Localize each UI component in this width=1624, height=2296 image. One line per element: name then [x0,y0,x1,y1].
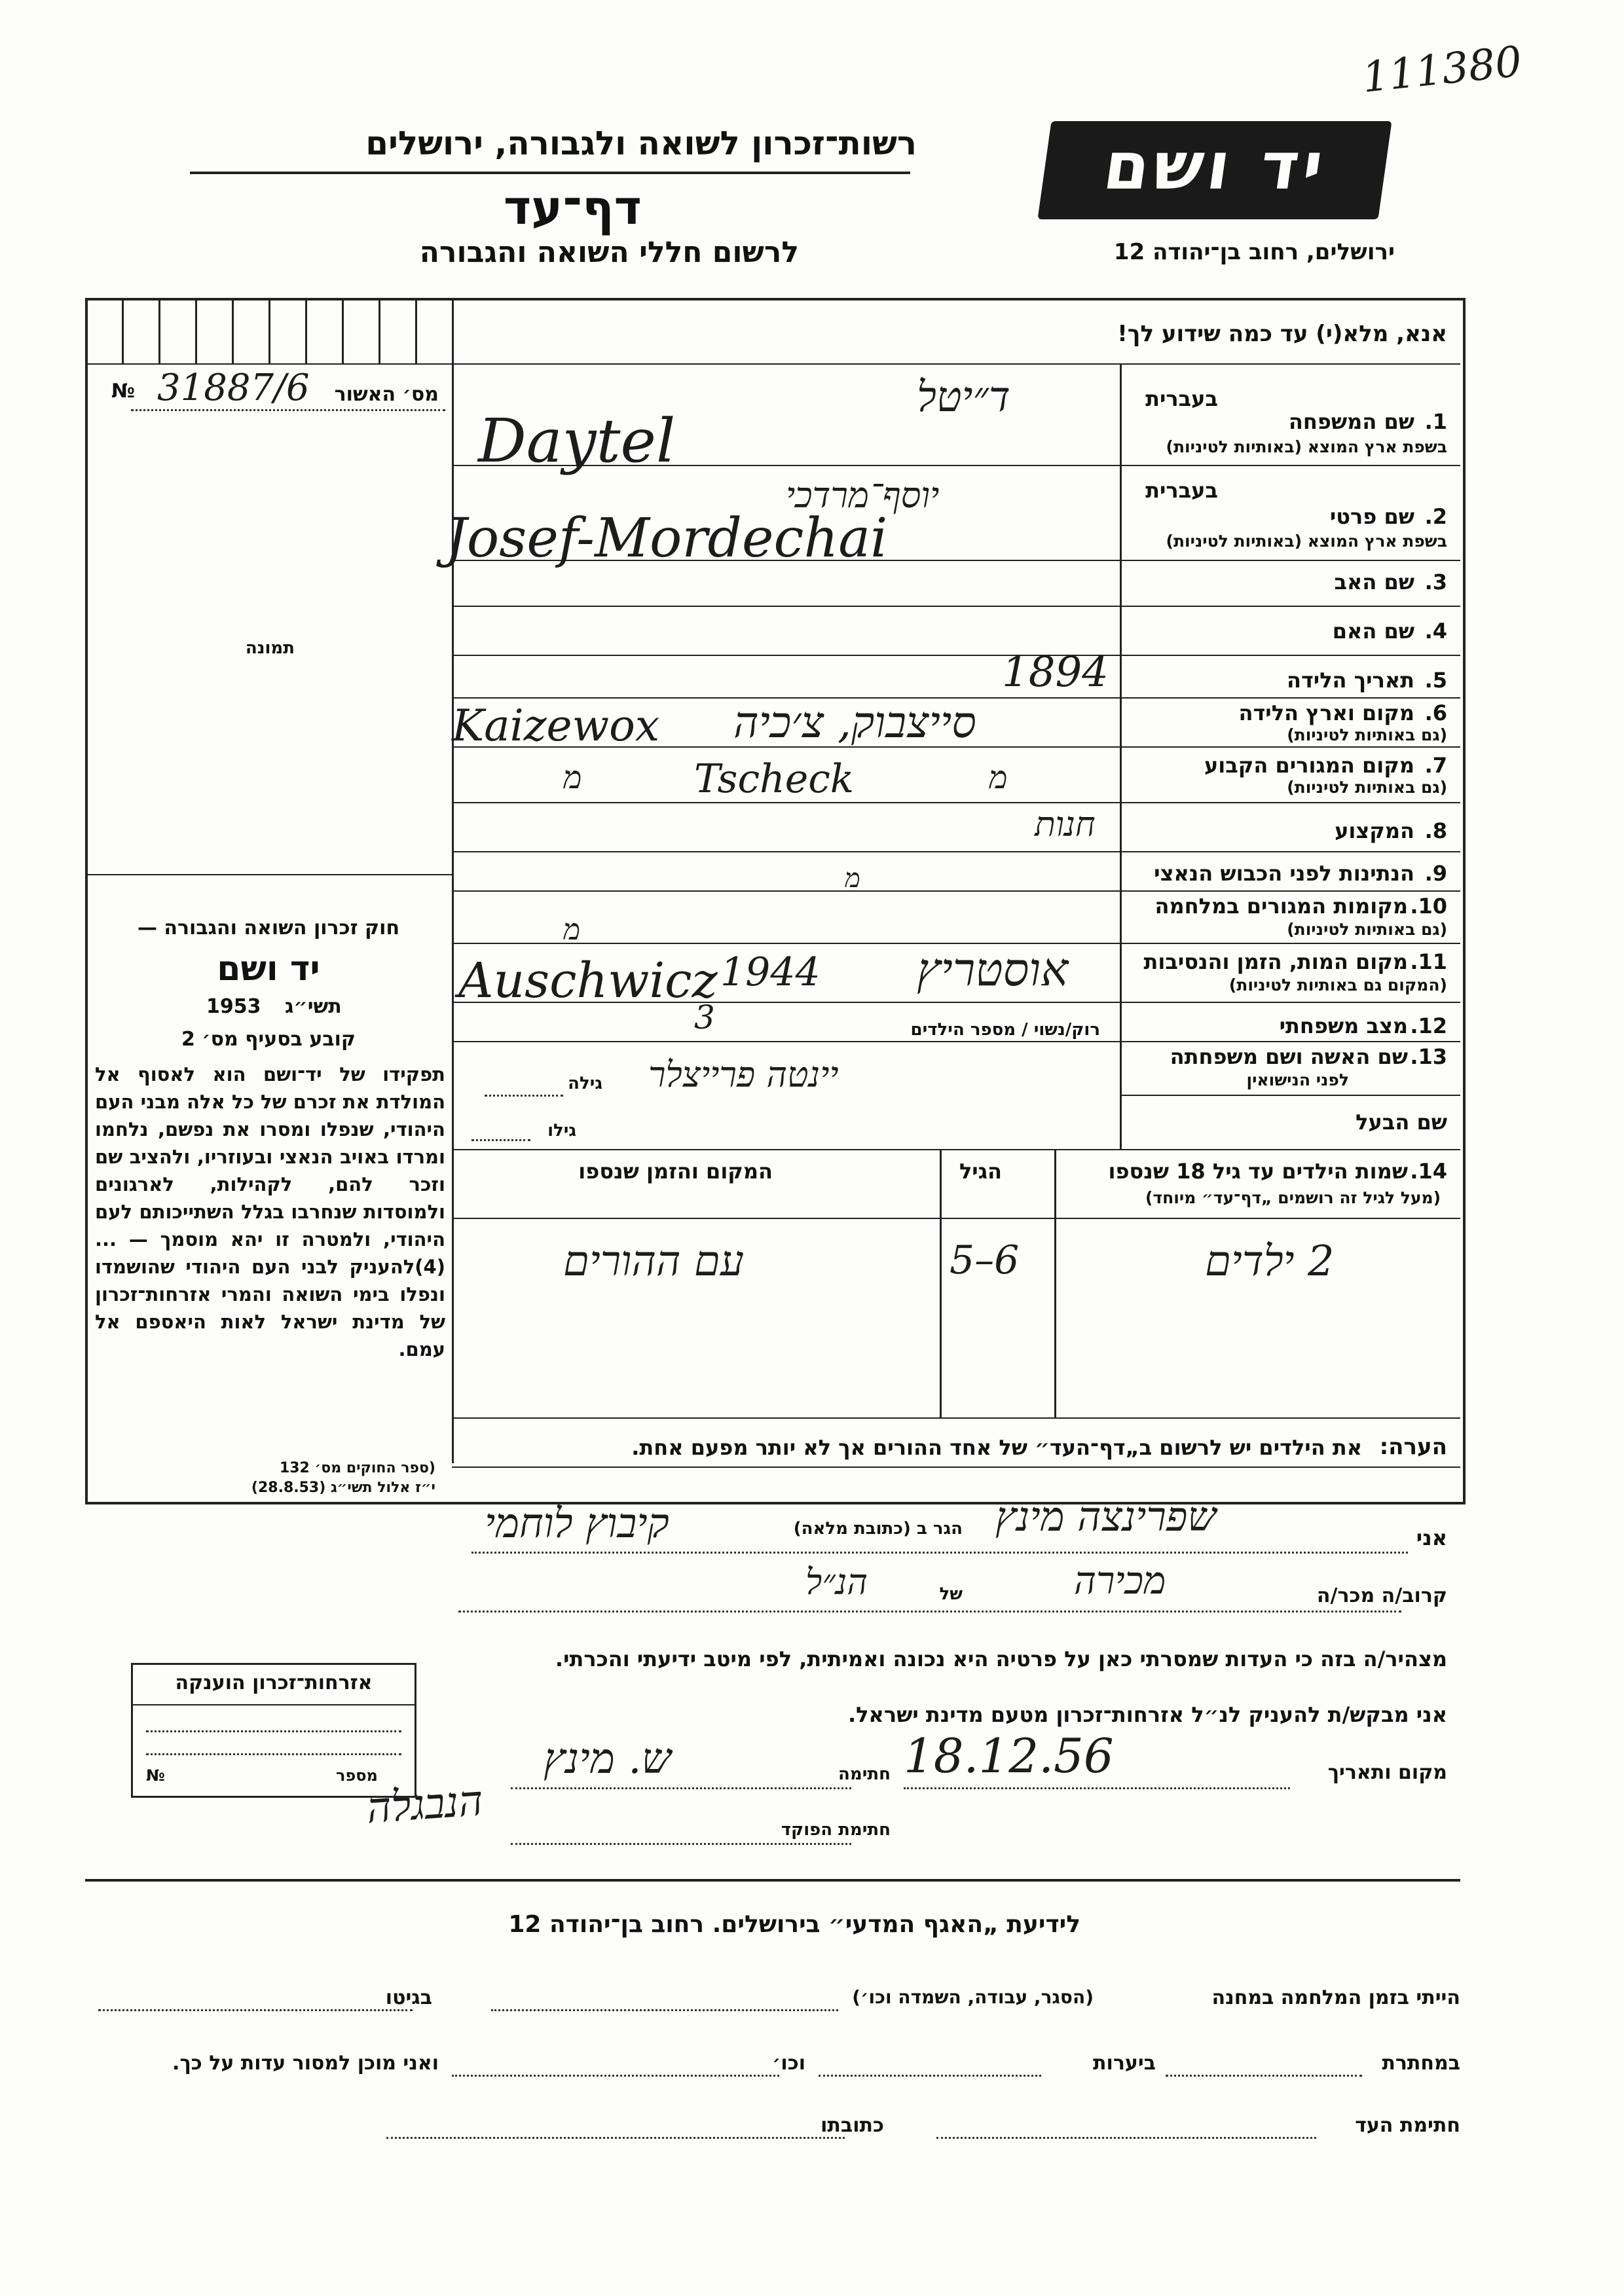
field-7-sublabel: (גם באותיות לטיניות) [1287,778,1447,797]
law-line1: חוק זכרון השואה והגבורה — [137,917,400,939]
instruction: אנא, מלא(י) עד כמה שידוע לך! [1117,321,1447,347]
children-table-number: 14. [1410,1159,1447,1184]
witness-request: אני מבקש/ת להעניק לנ״ל אזרחות־זכרון מטעם מדינת ישראל. [848,1702,1447,1727]
note-bottom-line [452,1467,1460,1468]
field-8-line [452,851,1460,852]
footer-line2-dots-2 [819,2075,1041,2077]
officer-label: חתימת הפוקד [781,1820,891,1840]
field-7-mark-1: מ [563,759,582,796]
witness-name-line [471,1552,1408,1554]
field-9-line [452,890,1460,892]
children-col-age: הגיל [959,1159,1002,1184]
photo-column-divider [452,298,454,1463]
field-6-sublabel: (גם באותיות לטיניות) [1287,725,1447,744]
footer-line1-a: הייתי בזמן המלחמה במחנה [1211,1986,1460,2009]
field-10-value: מ [563,913,581,947]
citizenship-box [131,1663,416,1798]
field-12-value: רוק/נשוי / מספר הילדים [910,1020,1100,1040]
witness-ani: אני [1416,1525,1447,1550]
authority-underline [190,172,910,174]
law-clause: קובע בסעיף מס׳ 2 [181,1028,356,1051]
top-ticks [85,298,452,363]
field-4-label: שם האם [1332,619,1414,644]
field-11-value-he: אוסטריץ [917,943,1069,996]
field-13-label: שם האשה ושם משפחתה [1170,1044,1408,1069]
place-date-line [904,1787,1290,1789]
footer-line2-b: ביערות [1093,2052,1156,2075]
witness-relation: מכירה [1074,1558,1166,1603]
field-11-value-latin: Auschwicz [458,953,718,1009]
field-1-number: 1. [1424,409,1447,434]
field-10-number: 10. [1410,894,1447,919]
footer-line2-dots-1 [1166,2075,1362,2077]
authority-title: רשות־זכרון לשואה ולגבורה, ירושלים [365,124,917,162]
field-6-value-he: סייצבוק, צ׳כיה [733,697,976,748]
footer-line1-b: (הסגר, עבודה, השמדה וכו׳) [852,1986,1094,2008]
field-2-number: 2. [1424,504,1447,529]
witness-relation-label: קרוב/ה מכר/ה [1316,1584,1447,1607]
wife-age-label: גילה [568,1074,602,1093]
witness-signature: ש. מינץ [544,1735,671,1783]
field-2-label: שם פרטי [1329,504,1414,529]
field-3-line [452,606,1460,607]
child-row-age: 5–6 [950,1237,1020,1283]
footer-box [85,1879,1460,2163]
husband-age-line [471,1139,530,1141]
field-2-sublabel: בשפת ארץ המוצא (באותיות לטיניות) [1166,532,1447,551]
field-12-line [452,1041,1460,1042]
field-13-line [1120,1095,1460,1096]
law-year: 1953 [206,995,261,1018]
field-9-label: הנתינות לפני הכבוש הנאצי [1154,861,1414,886]
citizenship-number-label: מספר [336,1766,378,1785]
witness-of-value: הנ״ל [805,1561,868,1603]
children-col-divider-2 [1054,1149,1056,1417]
field-1-value-latin: Daytel [478,406,676,476]
field-13-value: יינטה פרייצלר [648,1054,839,1095]
field-7-number: 7. [1424,753,1447,778]
footer-heading: לידיעת „האגף המדעי״ בירושלים. רחוב בן־יהודה 12 [508,1911,1080,1938]
citizenship-title-line [133,1704,415,1705]
approval-no-mark: № [111,380,136,403]
citizenship-line-2 [146,1753,401,1755]
photo-bottom-line [85,874,452,875]
field-10-label: מקומות המגורים במלחמה [1154,894,1408,919]
children-header-line [452,1218,1460,1219]
field-2-value-latin: Josef-Mordechai [445,507,888,570]
citizenship-no-mark: № [146,1766,165,1785]
signature-line [511,1787,851,1789]
field-2-hebrew-tag: בעברית [1145,478,1218,503]
photo-label: תמונה [245,638,295,658]
child-row-names: 2 ילדים [1205,1237,1335,1286]
field-1-hebrew-tag: בעברית [1145,386,1218,411]
law-source-2: י״ז אלול תשי״ג (28.8.53) [251,1480,435,1496]
witness-name: שפרינצה מינץ [995,1493,1217,1540]
footer-line3-dots-1 [936,2137,1316,2139]
husband-label: שם הבעל [1356,1110,1447,1135]
field-8-value: חנות [1035,805,1096,845]
footer-line1-c: בגיטו [385,1986,432,2009]
field-3-label: שם האב [1334,570,1414,594]
law-source-1: (ספר החוקים מס׳ 132 [279,1460,435,1476]
field-5-label: תאריך הלידה [1286,668,1414,693]
field-12-number: 12. [1410,1013,1447,1038]
witness-address: קיבוץ לוחמי [485,1499,669,1547]
field-12-label: מצב משפחתי [1279,1013,1408,1038]
footer-line2-a: במחתרת [1382,2052,1460,2075]
footer-line2-c: וכו׳ [772,2052,805,2075]
field-1-value-he: ד״יטל [917,373,1010,422]
witness-lives-at: הגר ב (כתובת מלאה) [793,1519,963,1539]
children-col-divider-1 [940,1149,942,1417]
field-11-value-year: 1944 [720,949,821,995]
field-12-children: 3 [694,998,715,1036]
field-1-label: שם המשפחה [1288,409,1414,434]
footer-line2-dots-3 [452,2075,779,2077]
husband-age-label: גילו [547,1121,576,1140]
header-address: ירושלים, רחוב בן־יהודה 12 [1113,239,1395,265]
officer-line [511,1843,851,1845]
field-6-label: מקום וארץ הלידה [1238,701,1414,725]
field-5-value: 1894 [1002,648,1109,697]
ticks-baseline [85,363,452,365]
child-row-place: עם ההורים [563,1237,745,1286]
instruction-line [452,363,1460,365]
law-title: יד ושם [217,949,320,989]
note-label: הערה: [1379,1434,1447,1460]
children-col-names: שמות הילדים עד גיל 18 שנספו [1108,1159,1408,1184]
approval-dotted-line [131,409,445,411]
husband-line [452,1149,1460,1150]
field-5-number: 5. [1424,668,1447,693]
law-box [88,917,449,1496]
field-4-line [452,655,1460,656]
footer-line3-dots-2 [386,2137,845,2139]
field-9-number: 9. [1424,861,1447,886]
signature-label: חתימה [838,1764,891,1784]
field-10-sublabel: (גם באותיות לטיניות) [1287,920,1447,939]
field-13-number: 13. [1410,1044,1447,1069]
approval-number: 31887/6 [157,367,310,409]
children-col-place: המקום והזמן שנספו [578,1159,773,1184]
field-1-sublabel: בשפת ארץ המוצא (באותיות לטיניות) [1166,437,1447,456]
field-6-number: 6. [1424,701,1447,725]
field-13-sublabel: לפני הנישואין [1246,1070,1349,1089]
field-3-number: 3. [1424,570,1447,594]
label-column-divider [1120,363,1122,1149]
citizenship-title: אזרחות־זכרון הוענקה [175,1671,373,1694]
form-subtitle: לרשום חללי השואה והגבורה [419,236,799,269]
place-date-label: מקום ותאריך [1327,1761,1447,1784]
witness-relation-line [458,1611,1401,1613]
witness-of-label: של [939,1584,963,1604]
field-11-sublabel: (המקום גם באותיות לטיניות) [1228,975,1447,994]
children-col-names-sub: (מעל לגיל זה רושמים „דף־עד״ מיוחד) [1145,1188,1441,1207]
field-11-number: 11. [1410,949,1447,974]
field-9-value: מ [845,864,860,894]
field-7-mark-2: מ [989,759,1008,796]
approval-label: מס׳ האשור [334,383,439,406]
witness-declaration: מצהיר/ה בזה כי העדות שמסרתי כאן על פרטיה היא נכונה ואמיתית, לפי מיטב ידיעתי והכרתי. [555,1647,1447,1671]
field-7-value-latin: Tscheck [694,756,855,802]
archive-number: 111380 [1359,37,1524,103]
law-body: תפקידו של יד־ושם הוא לאסוף אל המולדת את זכרם של כל אלה מבני העם היהודי, שנפלו ומסרו את נפשם, נלחמו ומרדו באויב הנאצי ובעוזריו, ולהציב שם וזכר להם, לקהילות, לארגונים ולמוסדות שנחרבו בגלל השתייכותם לעם היהודי, ולמטרה זו יהא מוסמך — ...(4)להעניק לבני העם היהודי שהושמדו ונפלו בימי השואה והמרי אזרחות־זכרון של מדינת ישראל לאות היאספם אל עמם. [95,1063,445,1360]
law-year-he: תשי״ג [285,995,342,1018]
wife-age-line [485,1095,563,1097]
footer-line3-b: כתובתו [821,2114,884,2137]
footer-line3-a: חתימת העד [1355,2114,1460,2137]
field-7-line [452,802,1460,803]
logo-text: יד ושם [1099,128,1332,204]
form-title: דף־עד [503,180,642,235]
field-8-number: 8. [1424,818,1447,843]
witness-date: 18.12.56 [904,1728,1114,1783]
field-4-number: 4. [1424,619,1447,644]
footer-line1-dots-1 [491,2009,838,2011]
footer-line2-d: ואני מוכן למסור עדות על כך. [172,2052,439,2075]
note-text: את הילדים יש לרשום ב„דף־העד״ של אחד ההורים אך לא יותר מפעם אחת. [631,1435,1362,1460]
field-6-value-latin: Kaizewox [452,701,660,751]
field-2-value-he: יוסף־מרדכי [786,475,940,516]
footer-line1-dots-2 [98,2009,413,2011]
officer-signature: הנבגלה [365,1776,485,1834]
citizenship-line-1 [146,1730,401,1732]
yad-vashem-logo [1037,121,1392,219]
field-8-label: המקצוע [1335,818,1414,843]
field-11-label: מקום המות, הזמן והנסיבות [1143,949,1408,974]
field-7-label: מקום המגורים הקבוע [1204,753,1414,778]
note-top-line [452,1417,1460,1419]
